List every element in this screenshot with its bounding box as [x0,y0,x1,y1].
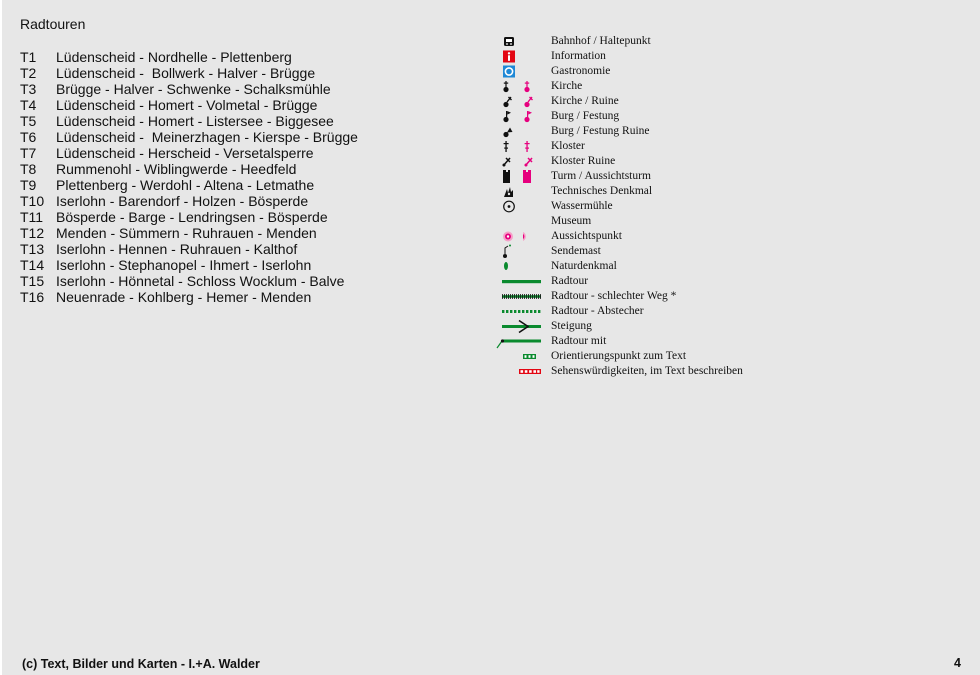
legend-item [494,124,743,139]
tour-id: T9 [20,177,37,193]
tour-id: T3 [20,81,37,97]
tour-id: T14 [20,257,45,273]
legend-item [494,274,743,289]
tour-id: T8 [20,161,37,177]
legend-item [494,94,743,109]
castle-icon [494,109,551,124]
tour-route: Lüdenscheid - Nordhelle - Plettenberg [56,49,292,65]
museum-icon [494,214,551,229]
legend-item [494,49,743,64]
tour-item [20,65,358,81]
tour-item [20,241,358,257]
legend-item [494,154,743,169]
detour-icon [494,304,551,319]
tour-route: Lüdenscheid - Meinerzhagen - Kierspe - Brügge [56,129,358,145]
legend-item [494,229,743,244]
legend-label: Burg / Festung [551,110,620,122]
legend-label: Naturdenkmal [551,260,617,272]
tour-route: Iserlohn - Hennen - Ruhrauen - Kalthof [56,241,298,257]
tour-item [20,97,358,113]
tower-icon [494,169,551,184]
tour-route: Iserlohn - Hönnetal - Schloss Wocklum - Balve [56,273,345,289]
tour-list [20,49,358,305]
tour-item [20,177,358,193]
tour-id: T1 [20,49,37,65]
legend-label: Museum [551,215,592,227]
legend-item [494,34,743,49]
tour-item [20,145,358,161]
legend-item [494,169,743,184]
legend-item [494,259,743,274]
tour-route: Iserlohn - Stephanopel - Ihmert - Iserlohn [56,257,312,273]
tour-item [20,49,358,65]
legend-item [494,109,743,124]
tour-route: Neuenrade - Kohlberg - Hemer - Menden [56,289,312,305]
legend-label: Orientierungspunkt zum Text [551,350,687,362]
legend-label: Kirche [551,80,583,92]
tour-route: Brügge - Halver - Schwenke - Schalksmühle [56,81,331,97]
church-icon [494,79,551,94]
tour-item [20,225,358,241]
tour-id: T4 [20,97,37,113]
legend-item [494,139,743,154]
tour-item [20,129,358,145]
monastery-ruin-icon [494,154,551,169]
legend-label: Information [551,50,606,62]
legend-label: Wassermühle [551,200,613,212]
legend-item [494,64,743,79]
tour-id: T7 [20,145,37,161]
legend-label: Sendemast [551,245,601,257]
monastery-icon [494,139,551,154]
legend-item [494,349,743,364]
legend-label: Burg / Festung Ruine [551,125,650,137]
information-icon [494,49,551,64]
page-number: 4 [954,656,961,670]
legend-item [494,244,743,259]
tour-id: T10 [20,193,45,209]
technical-monument-icon [494,184,551,199]
legend-label: Steigung [551,320,592,332]
train-station-icon [494,34,551,49]
tour-item [20,193,358,209]
legend-label: Kloster Ruine [551,155,616,167]
tour-item [20,289,358,305]
legend-item [494,364,743,379]
castle-ruin-icon [494,124,551,139]
tour-item [20,161,358,177]
watermill-icon [494,199,551,214]
tour-id: T15 [20,273,45,289]
tour-item [20,209,358,225]
legend-item [494,304,743,319]
map-legend [494,34,743,379]
tour-item [20,81,358,97]
incline-arrow-icon [494,319,551,334]
tour-route: Lüdenscheid - Homert - Listersee - Biggesee [56,113,334,129]
legend-label: Sehenswürdigkeiten, im Text beschreiben [551,365,743,377]
tour-id: T5 [20,113,37,129]
legend-item [494,214,743,229]
legend-item [494,334,743,349]
legend-item [494,289,743,304]
sights-marker-icon [494,364,551,379]
transmitter-mast-icon [494,244,551,259]
legend-label: Radtour [551,275,589,287]
tour-route: Rummenohl - Wiblingwerde - Heedfeld [56,161,297,177]
page [2,0,980,675]
natural-monument-icon [494,259,551,274]
legend-label: Kirche / Ruine [551,95,619,107]
copyright-footer: (c) Text, Bilder und Karten - I.+A. Walder [22,657,260,671]
page-title: Radtouren [20,16,86,32]
legend-label: Gastronomie [551,65,611,77]
bike-route-icon [494,274,551,289]
tour-id: T13 [20,241,45,257]
legend-label: Radtour - Abstecher [551,305,644,317]
tour-route: Lüdenscheid - Bollwerk - Halver - Brügge [56,65,316,81]
tour-id: T11 [20,209,44,225]
tour-item [20,257,358,273]
legend-label: Technisches Denkmal [551,185,653,197]
tour-id: T16 [20,289,45,305]
legend-label: Radtour mit [551,335,607,347]
legend-item [494,319,743,334]
legend-item [494,184,743,199]
tour-route: Iserlohn - Barendorf - Holzen - Bösperde [56,193,309,209]
church-ruin-icon [494,94,551,109]
tour-item [20,113,358,129]
legend-item [494,199,743,214]
viewpoint-icon [494,229,551,244]
orientation-point-icon [494,349,551,364]
legend-item [494,79,743,94]
tour-route: Plettenberg - Werdohl - Altena - Letmathe [56,177,315,193]
tour-id: T6 [20,129,37,145]
tour-route: Lüdenscheid - Herscheid - Versetalsperre [56,145,314,161]
legend-label: Turm / Aussichtsturm [551,170,651,182]
legend-label: Bahnhof / Haltepunkt [551,35,651,47]
legend-label: Kloster [551,140,585,152]
route-with-icon [494,334,551,349]
legend-label: Aussichtspunkt [551,230,622,242]
tour-route: Lüdenscheid - Homert - Volmetal - Brügge [56,97,318,113]
tour-route: Menden - Sümmern - Ruhrauen - Menden [56,225,317,241]
tour-id: T12 [20,225,45,241]
tour-item [20,273,358,289]
legend-label: Radtour - schlechter Weg * [551,290,677,302]
tour-route: Bösperde - Barge - Lendringsen - Bösperde [56,209,328,225]
restaurant-icon [494,64,551,79]
bad-path-icon [494,289,551,304]
tour-id: T2 [20,65,37,81]
